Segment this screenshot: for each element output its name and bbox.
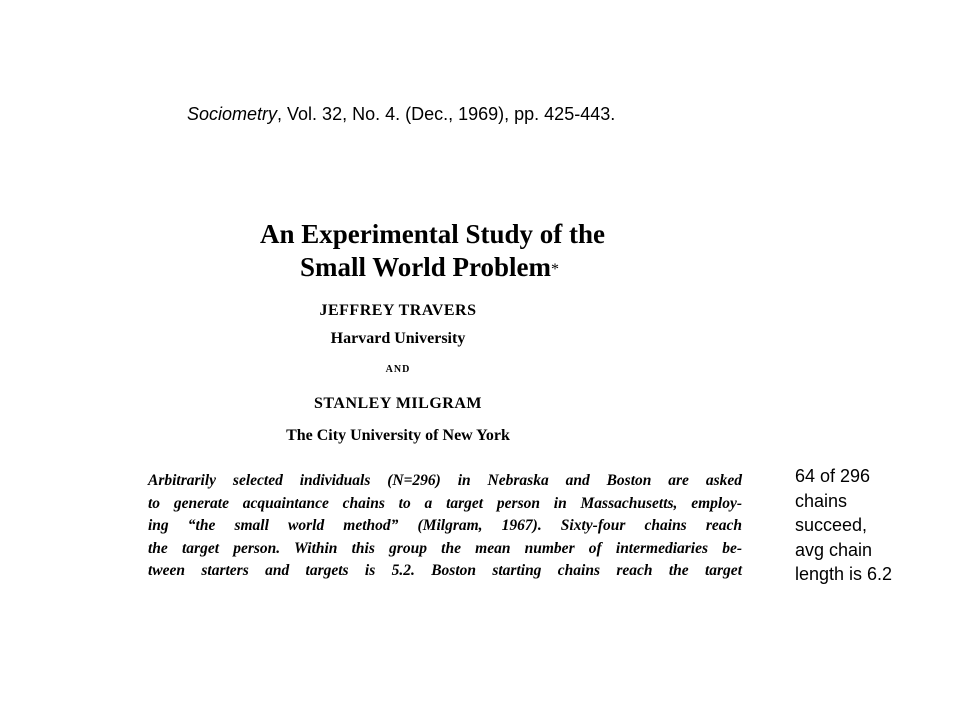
affiliation-1: Harvard University (330, 330, 466, 347)
author-conjunction: AND (385, 364, 411, 375)
paper-title-line-1: An Experimental Study of the (260, 219, 606, 249)
footnote-mark: * (551, 261, 560, 278)
citation-line (187, 104, 615, 125)
abstract-line: to generate acquaintance chains to a target person in Massachusetts, employ- (148, 494, 742, 512)
author-2: STANLEY MILGRAM (314, 395, 482, 412)
abstract-line: tween starters and targets is 5.2. Boston starting chains reach the target (148, 562, 742, 579)
annotation-note: 64 of 296 chains succeed, avg chain length is 6.2 (795, 466, 893, 584)
paper-excerpt (148, 212, 748, 592)
abstract-line: the target person. Within this group the mean number of intermediaries be- (148, 539, 742, 557)
abstract-line: Arbitrarily selected individuals (N=296) in Nebraska and Boston are asked (148, 472, 742, 489)
citation-details: , Vol. 32, No. 4. (Dec., 1969), pp. 425-443. (277, 104, 616, 124)
paper-title (260, 218, 605, 284)
abstract-line: ing “the small world method” (Milgram, 1967). Sixty-four chains reach (148, 517, 742, 534)
affiliation-2: The City University of New York (286, 427, 510, 444)
author-1: JEFFREY TRAVERS (319, 302, 477, 319)
journal-name: Sociometry (187, 104, 278, 124)
paper-title-line-2-text: Small World Problem (300, 252, 552, 282)
abstract (148, 470, 742, 583)
paper-title-line-2 (260, 251, 605, 284)
